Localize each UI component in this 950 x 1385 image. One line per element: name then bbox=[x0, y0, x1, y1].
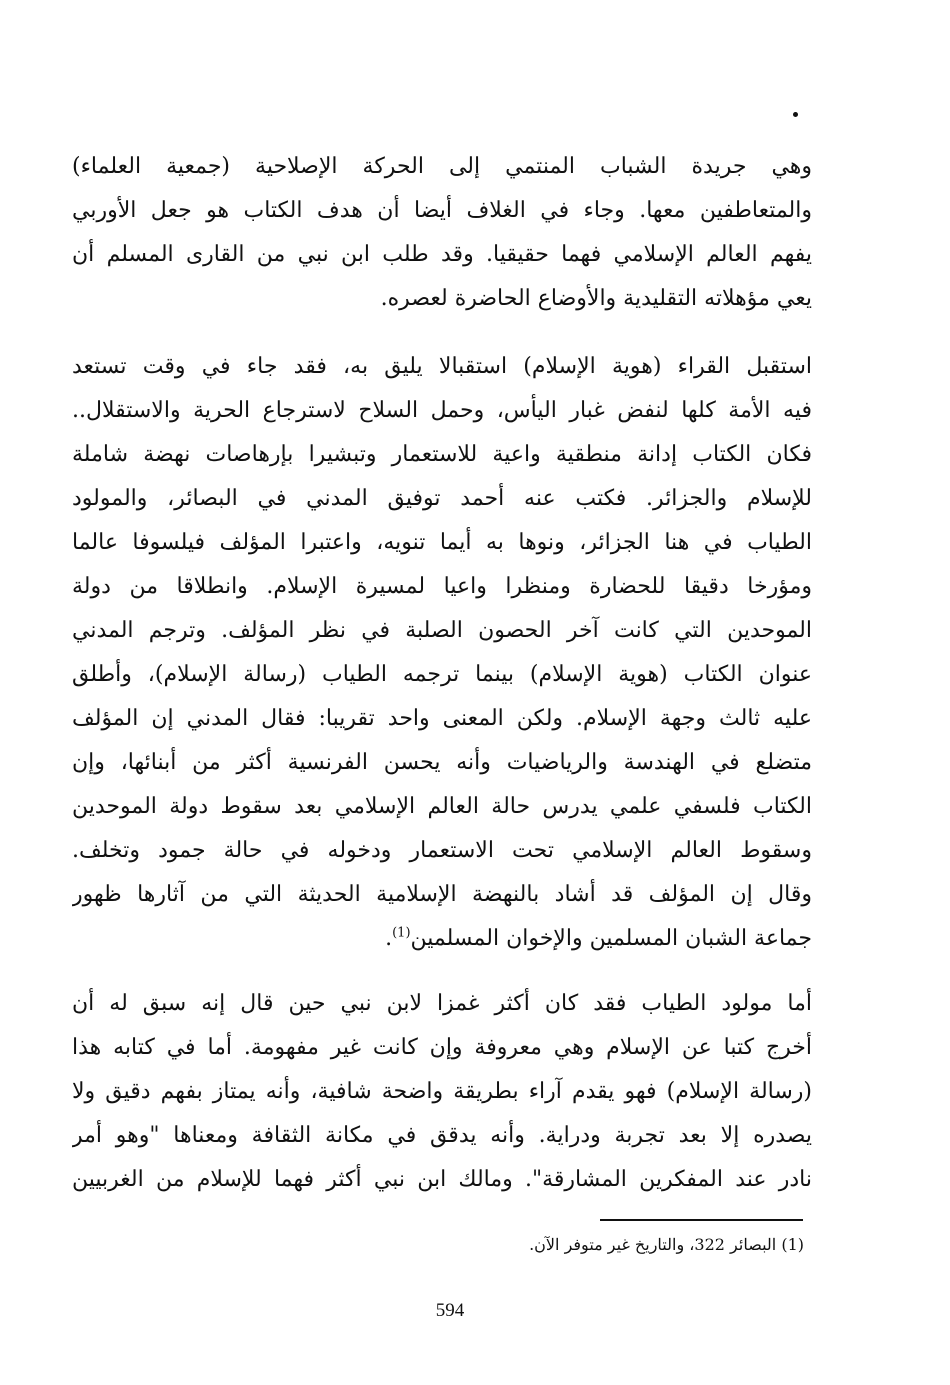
text-line: عنوان الكتاب (هوية الإسلام) بينما ترجمه الطياب (رسالة الإسلام)، وأطلق bbox=[72, 662, 812, 687]
paragraph-1 bbox=[72, 145, 812, 321]
text-line: للإسلام والجزائر. فكتب عنه أحمد توفيق المدني في البصائر، والمولود bbox=[72, 486, 812, 511]
text-line: يصدره إلا بعد تجربة ودراية. وأنه يدقق في مكانة الثقافة ومعناها "وهو أمر bbox=[72, 1123, 812, 1148]
footnote-separator bbox=[600, 1219, 803, 1221]
text-line-with-footnote bbox=[72, 917, 812, 961]
text-line: عليه ثالث وجهة الإسلام. ولكن المعنى واحد تقريبا: فقال المدني إن المؤلف bbox=[72, 706, 812, 731]
text-line: استقبل القراء (هوية الإسلام) استقبالا يليق به، فقد جاء في وقت تستعد bbox=[72, 354, 812, 379]
text-line: والمتعاطفين معها. وجاء في الغلاف أيضا أن هدف الكتاب هو جعل الأوربي bbox=[72, 198, 812, 223]
text-line: الكتاب فلسفي علمي يدرس حالة العالم الإسلامي بعد سقوط دولة الموحدين bbox=[72, 794, 812, 819]
text-line: متضلع في الهندسة والرياضيات وأنه يحسن الفرنسية أكثر من أبنائها، وإن bbox=[72, 750, 812, 775]
text-line: وسقوط العالم الإسلامي تحت الاستعمار ودخوله في حالة جمود وتخلف. bbox=[72, 838, 812, 863]
text-line: يعي مؤهلاته التقليدية والأوضاع الحاضرة لعصره. bbox=[380, 286, 812, 311]
text-line: الطياب في هنا الجزائر، ونوها به أيما تنويه، واعتبرا المؤلف فيلسوفا عالما bbox=[72, 530, 812, 555]
paragraph-2 bbox=[72, 345, 812, 961]
text-line: جماعة الشبان المسلمين والإخوان المسلمين bbox=[410, 926, 812, 951]
footnote-reference: (1) bbox=[392, 925, 411, 941]
footnote: (1) البصائر 322، والتاريخ غير متوفر الآن. bbox=[529, 1235, 804, 1254]
text-line: أخرج كتبا عن الإسلام وهي معروفة وإن كانت غير مفهومة. أما في كتابه هذا bbox=[72, 1035, 812, 1060]
page-mark bbox=[793, 112, 798, 117]
text-line: أما مولود الطياب فقد كان أكثر غمزا لابن نبي حين قال إنه سبق له أن bbox=[72, 991, 812, 1016]
text-line: ومؤرخا دقيقا للحضارة ومنظرا واعيا لمسيرة الإسلام. وانطلاقا من دولة bbox=[72, 574, 812, 599]
text-line: الموحدين التي كانت آخر الحصون الصلبة في نظر المؤلف. وترجم المدني bbox=[72, 618, 812, 643]
text-line: فكان الكتاب إدانة منطقية واعية للاستعمار وتبشيرا بإرهاصات نهضة شاملة bbox=[72, 442, 812, 467]
text-line: نادر عند المفكرين المشارقة". ومالك ابن نبي أكثر فهما للإسلام من الغربيين bbox=[72, 1167, 812, 1192]
period: . bbox=[385, 926, 393, 951]
text-line: وهي جريدة الشباب المنتمي إلى الحركة الإصلاحية (جمعية العلماء) bbox=[72, 154, 812, 179]
text-line: وقال إن المؤلف قد أشاد بالنهضة الإسلامية الحديثة التي من آثارها ظهور bbox=[72, 882, 812, 907]
text-line: فيه الأمة كلها لنفض غبار اليأس، وحمل السلاح لاسترجاع الحرية والاستقلال.. bbox=[72, 398, 812, 423]
text-line: يفهم العالم الإسلامي فهما حقيقيا. وقد طلب ابن نبي من القارى المسلم أن bbox=[72, 242, 812, 267]
text-line: (رسالة الإسلام) فهو يقدم آراء بطريقة واضحة شافية، وأنه يمتاز بفهم دقيق ولا bbox=[72, 1079, 812, 1104]
paragraph-3 bbox=[72, 982, 812, 1202]
page-number: 594 bbox=[435, 1300, 465, 1321]
